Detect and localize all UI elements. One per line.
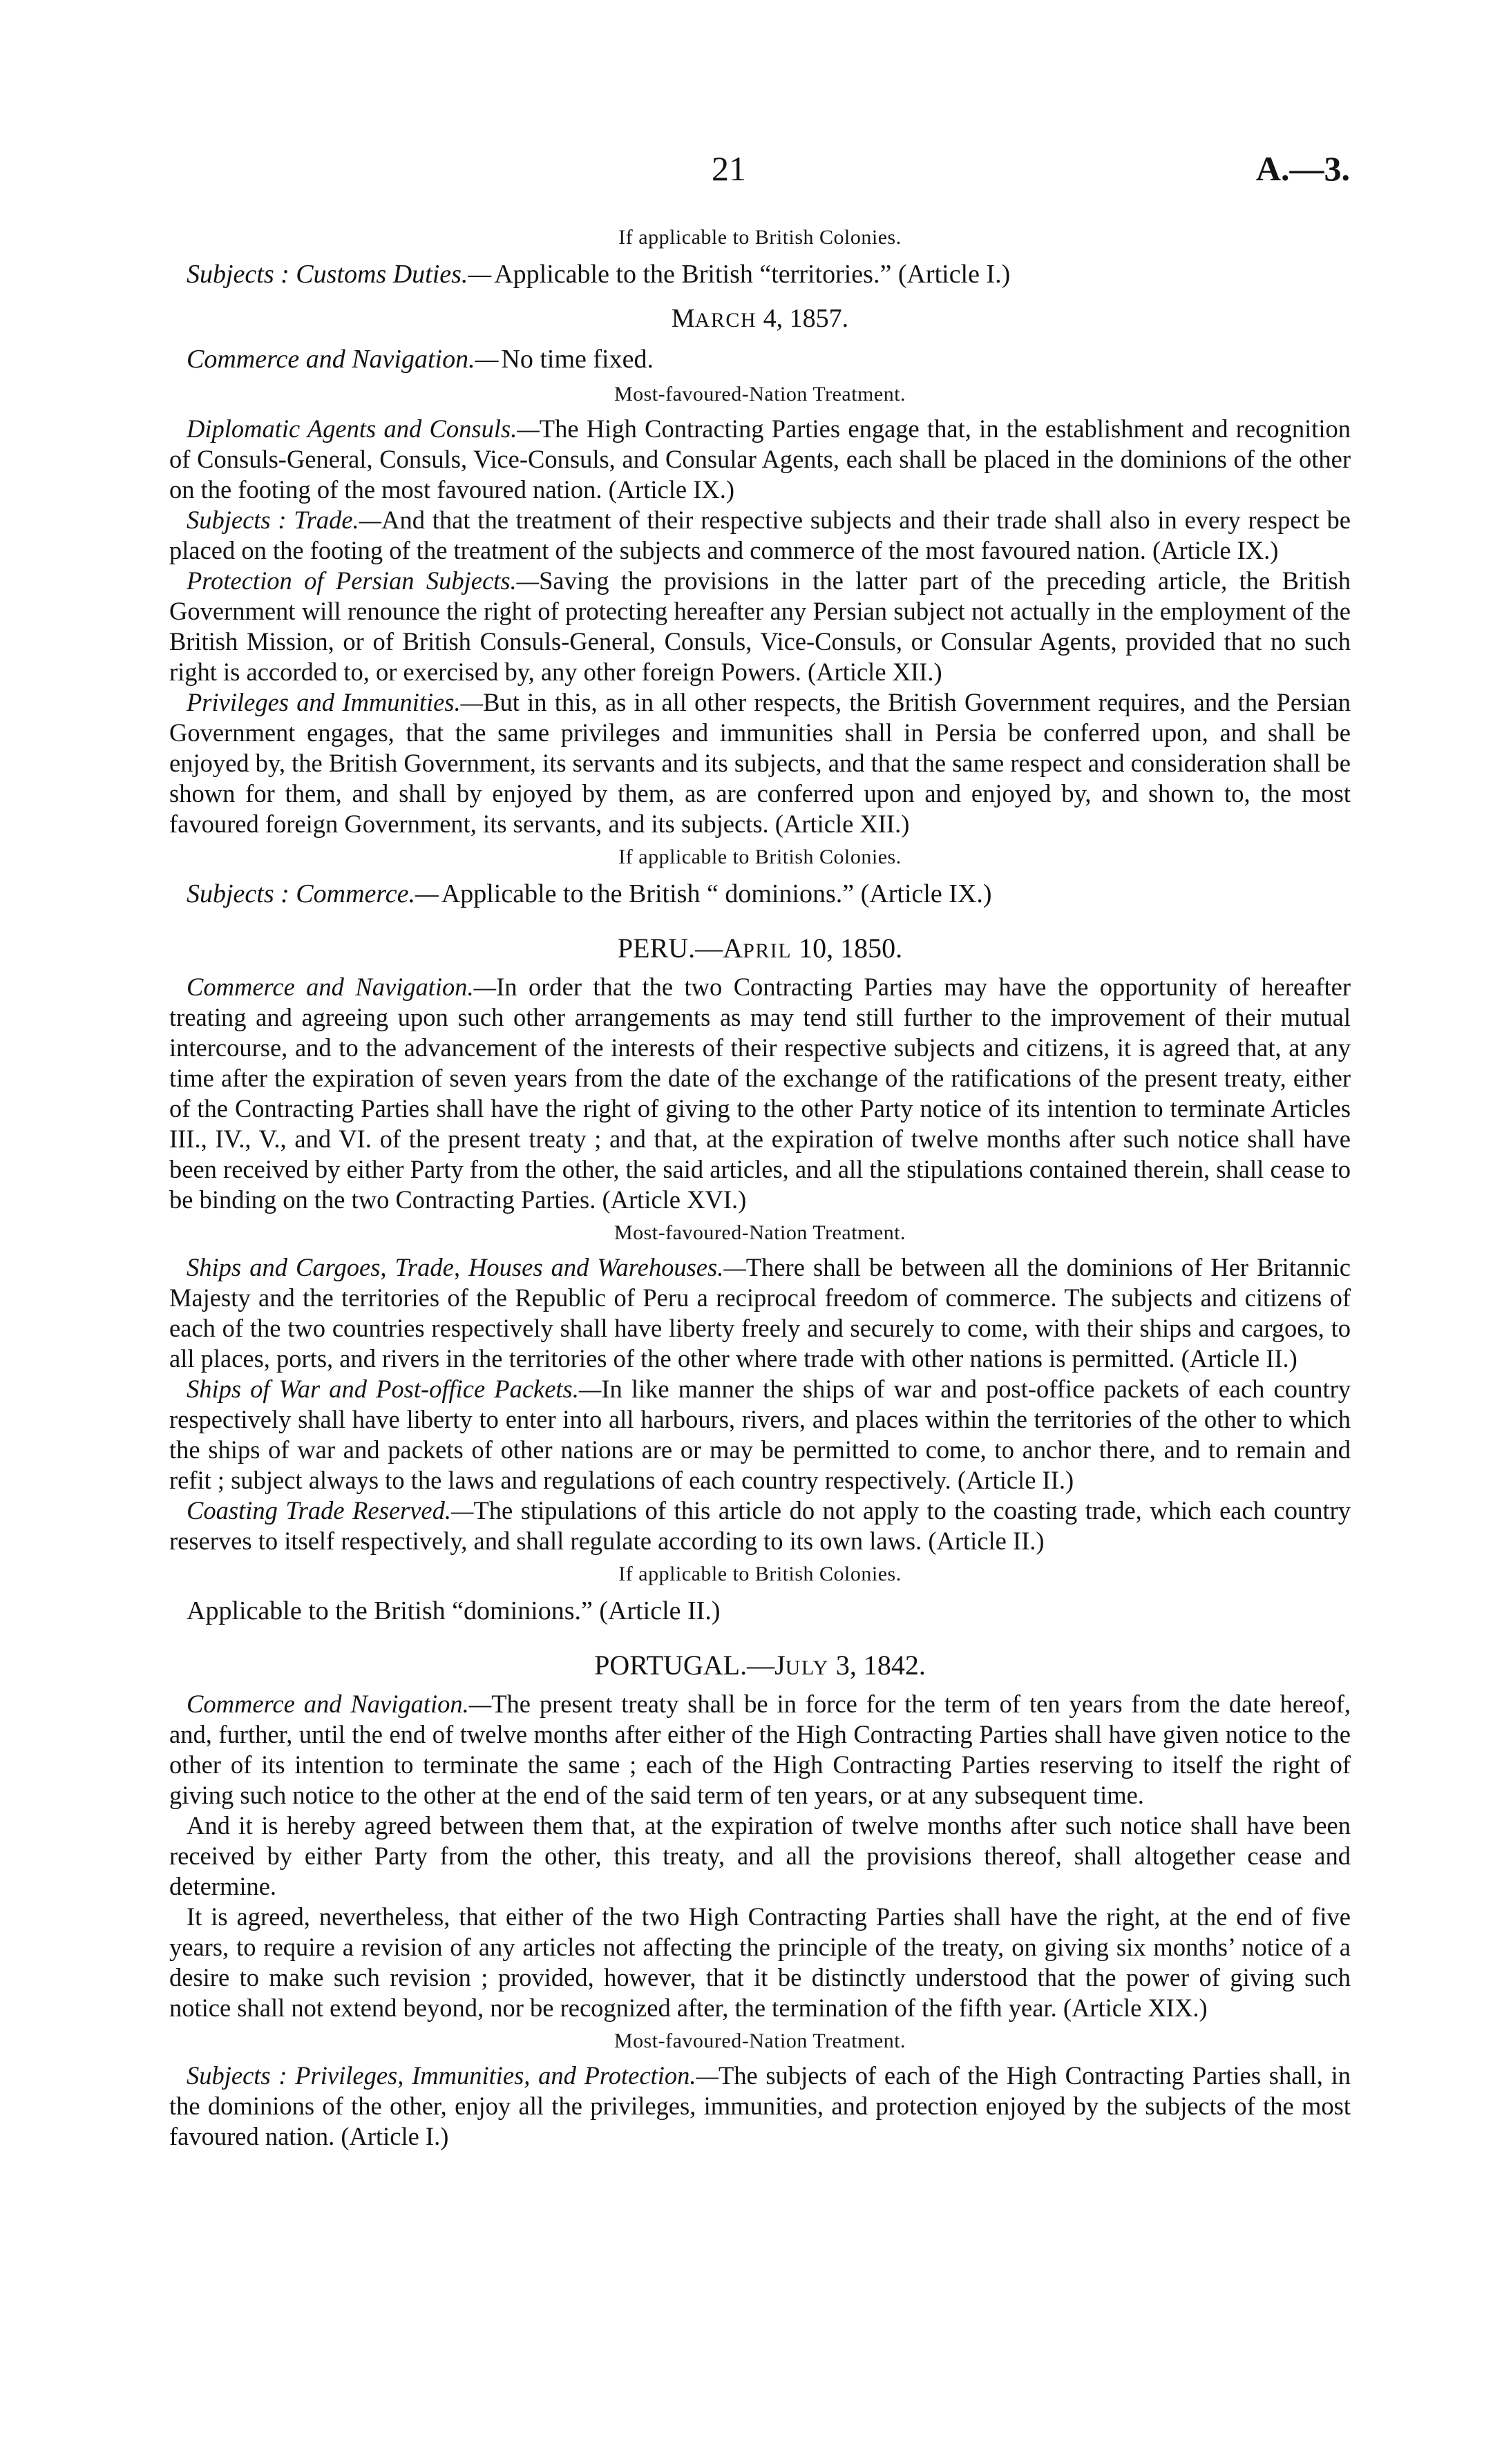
clause-text: Applicable to the British “ dominions.” (Article IX.) (441, 879, 992, 908)
country-heading-peru: PERU.—APRIL 10, 1850. (617, 933, 903, 964)
clause-text: Applicable to the British “dominions.” (Article II.) (187, 1596, 721, 1625)
clause-heading: Coasting Trade Reserved.— (187, 1496, 474, 1525)
clause-ships-of-war (169, 1374, 1351, 1496)
clause-heading: Subjects : Privileges, Immunities, and Protection.— (187, 2061, 719, 2090)
caption-most-favoured-nation: Most-favoured-Nation Treatment. (614, 383, 906, 405)
clause-diplomatic-agents (169, 414, 1351, 505)
clause-commerce-navigation (169, 1689, 1351, 1811)
clause-text: No time fixed. (501, 345, 654, 374)
clause-heading: Commerce and Navigation.— (187, 1690, 492, 1718)
clause-heading: Subjects : Customs Duties.— (187, 260, 492, 289)
page-header (0, 149, 1493, 197)
clause-text: The subjects of each of the High Contracting Parties shall, in the dominions of the other, enjoy all the privileges, immunities, and protection enjoyed by the subjects of the most favoured nation. (Article I.) (169, 2061, 1351, 2150)
clause-text: Saving the provisions in the latter part of the preceding article, the British Government will renounce the right of protecting hereafter any Persian subject not actually in the employment of the British Mission, or of British Consuls-General, Consuls, Vice-Consuls, or Consular Agents, provided that no such right is accorded to, or exercised by, any other foreign Powers. (Article XII.) (169, 566, 1351, 686)
clause-termination (169, 1811, 1351, 1902)
clause-text: And it is hereby agreed between them that, at the expiration of twelve months after such notice shall have been received by either Party from the other, this treaty, and all the provisions thereof, shall altogether cease and determine. (169, 1811, 1351, 1900)
clause-text: Applicable to the British “territories.” (Article I.) (494, 260, 1011, 289)
clause-heading: Subjects : Commerce.— (187, 879, 439, 908)
clause-applicable-dominions (169, 1594, 1351, 1628)
caption-most-favoured-nation: Most-favoured-Nation Treatment. (614, 1221, 906, 1244)
clause-heading: Privileges and Immunities.— (187, 688, 484, 716)
clause-heading: Protection of Persian Subjects.— (187, 566, 540, 595)
clause-text: But in this, as in all other respects, the British Government requires, and the Persian Government engages, that the same privileges and immunities shall in Persia be conferred upon, and shall be enjoyed by, the British Government, its servants and its subjects, and that the same respect and consideration shall be shown for them, and shall by enjoyed by them, as are conferred upon and enjoyed by, and shown to, the most favoured foreign Government, its servants, and its subjects. (Article XII.) (169, 688, 1351, 838)
clause-subjects-trade (169, 505, 1351, 566)
clause-heading: Diplomatic Agents and Consuls.— (187, 414, 540, 443)
document-body (169, 220, 1351, 2152)
clause-text: The High Contracting Parties engage that, in the establishment and recognition of Consuls-General, Consuls, Vice-Consuls, and Consular Agents, each shall be placed in the dominions of the other on the footing of the most favoured nation. (Article IX.) (169, 414, 1351, 504)
clause-text: In order that the two Contracting Parties may have the opportunity of hereafter treating and agreeing upon such other arrangements as may tend still further to the improvement of their mutual intercourse, and to the advancement of the interests of their respective subjects and citizens, it is agreed that, at any time after the expiration of seven years from the date of the exchange of the ratifications of the present treaty, either of the Contracting Parties shall have the right of giving to the other Party notice of its intention to terminate Articles III., IV., V., and VI. of the present treaty ; and that, at the expiration of twelve months after such notice shall have been received by either Party from the other, the said articles, and all the stipulations contained therein, shall cease to be binding on the two Contracting Parties. (Article XVI.) (169, 973, 1351, 1214)
clause-heading: Commerce and Navigation.— (187, 973, 497, 1001)
clause-heading: Subjects : Trade.— (187, 506, 382, 534)
clause-text: The present treaty shall be in force for the term of ten years from the date hereof, and, further, until the end of twelve months after either of the High Contracting Parties shall have given notice to the other of its intention to terminate the same ; each of the High Contracting Parties reserving to itself the right of giving such notice to the other at the end of the said term of ten years, or at any subsequent time. (169, 1690, 1351, 1809)
country-heading-portugal: PORTUGAL.—JULY 3, 1842. (594, 1650, 926, 1681)
caption-most-favoured-nation: Most-favoured-Nation Treatment. (614, 2030, 906, 2052)
clause-commerce-navigation (169, 972, 1351, 1215)
caption-british-colonies: If applicable to British Colonies. (618, 846, 902, 868)
clause-privileges-protection (169, 2061, 1351, 2152)
treaty-date: MARCH 4, 1857. (671, 304, 849, 333)
clause-protection-persian-subjects (169, 566, 1351, 687)
clause-coasting-trade (169, 1496, 1351, 1556)
clause-privileges-immunities (169, 687, 1351, 839)
clause-heading: Ships and Cargoes, Trade, Houses and Warehouses.— (187, 1253, 746, 1281)
clause-text: There shall be between all the dominions of Her Britannic Majesty and the territories of the Republic of Peru a reciprocal freedom of commerce. The subjects and citizens of each of the two countries respectively shall have liberty freely and securely to come, with their ships and cargoes, to all places, ports, and rivers in the territories of the other where trade with other nations is permitted. (Article II.) (169, 1253, 1351, 1373)
clause-commerce-navigation (169, 342, 1351, 376)
clause-text: In like manner the ships of war and post-office packets of each country respectively shall have liberty to enter into all harbours, rivers, and places within the territories of the other to which the ships of war and packets of other nations are or may be permitted to come, to anchor there, and to remain and refit ; subject always to the laws and regulations of each country respectively. (Article II.) (169, 1375, 1351, 1494)
caption-british-colonies: If applicable to British Colonies. (618, 1563, 902, 1585)
clause-heading: Ships of War and Post-office Packets.— (187, 1375, 602, 1403)
clause-text: And that the treatment of their respective subjects and their trade shall also in every respect be placed on the footing of the treatment of the subjects and commerce of the most favoured nation. (Article IX.) (169, 506, 1351, 564)
page-reference: A.—3. (1255, 149, 1350, 188)
clause-subjects-commerce (169, 877, 1351, 911)
clause-revision (169, 1902, 1351, 2023)
clause-text: The stipulations of this article do not apply to the coasting trade, which each country reserves to itself respectively, and shall regulate according to its own laws. (Article II.) (169, 1496, 1351, 1555)
clause-ships-cargoes (169, 1252, 1351, 1374)
caption-british-colonies: If applicable to British Colonies. (618, 226, 902, 249)
clause-text: It is agreed, nevertheless, that either of the two High Contracting Parties shall have the right, at the end of five years, to require a revision of any articles not affecting the principle of the treaty, on giving six months’ notice of a desire to make such revision ; provided, however, that it be distinctly understood that the power of giving such notice shall not extend beyond, nor be recognized after, the termination of the fifth year. (Article XIX.) (169, 1902, 1351, 2022)
clause-customs-duties (169, 257, 1351, 292)
clause-heading: Commerce and Navigation.— (187, 345, 499, 374)
page-number: 21 (712, 149, 746, 188)
